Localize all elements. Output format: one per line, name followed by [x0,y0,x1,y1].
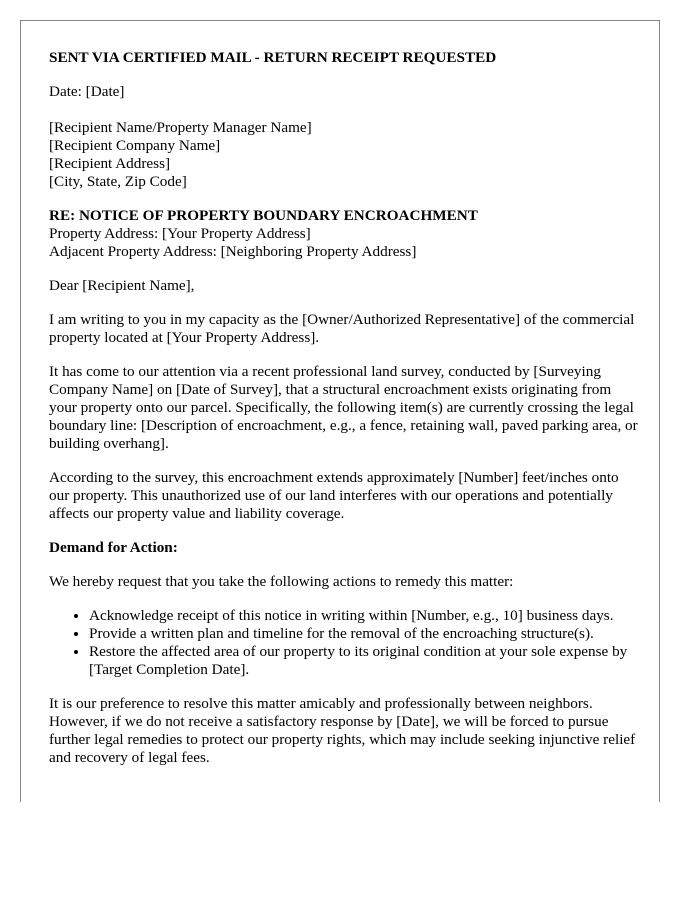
salutation: Dear [Recipient Name], [49,277,195,294]
recipient-company: [Recipient Company Name] [49,137,221,154]
paragraph-resolution: It is our preference to resolve this matter amicably and professionally between neighbors. However, if we do not receive a satisfactory response by [Date], we will be forced to pursue further legal remedies to protect our property rights, which may include seeking injunctive relief and recovery of legal fees. [49,695,636,766]
demand-intro: We hereby request that you take the following actions to remedy this matter: [49,573,514,590]
adjacent-property-address: Adjacent Property Address: [Neighboring Property Address] [49,243,417,260]
demand-item-restore: • Restore the affected area of our property to its original condition at your sole expense by [Target Completion Date]. [89,643,639,679]
paragraph-extent: According to the survey, this encroachment extends approximately [Number] feet/inches onto our property. This unauthorized use of our land interferes with our operations and potentially affects our property value and liability coverage. [49,469,619,522]
letter-page [20,20,660,802]
demand-list [49,607,639,679]
recipient-block [49,119,639,191]
property-address: Property Address: [Your Property Address] [49,225,311,242]
letter-date: Date: [Date] [49,83,125,100]
re-line: RE: NOTICE OF PROPERTY BOUNDARY ENCROACHMENT [49,207,478,224]
certified-mail-header: SENT VIA CERTIFIED MAIL - RETURN RECEIPT REQUESTED [49,49,497,66]
paragraph-capacity: I am writing to you in my capacity as the [Owner/Authorized Representative] of the commercial property located at [Your Property Address]. [49,311,635,346]
recipient-city-state-zip: [City, State, Zip Code] [49,173,187,190]
recipient-name: [Recipient Name/Property Manager Name] [49,119,312,136]
letter-body [49,49,639,767]
demand-item-acknowledge: • Acknowledge receipt of this notice in writing within [Number, e.g., 10] business days. [89,607,639,625]
paragraph-survey: It has come to our attention via a recent professional land survey, conducted by [Surveying Company Name] on [Date of Survey], that a structural encroachment exists originating from your property onto our parcel. Specifically, the following item(s) are currently crossing the legal boundary line: [Description of encroachment, e.g., a fence, retaining wall, paved parking area, or building overhang]. [49,363,638,452]
re-block [49,207,639,261]
demand-heading: Demand for Action: [49,539,178,556]
demand-item-plan: • Provide a written plan and timeline for the removal of the encroaching structure(s). [89,625,639,643]
recipient-address: [Recipient Address] [49,155,171,172]
